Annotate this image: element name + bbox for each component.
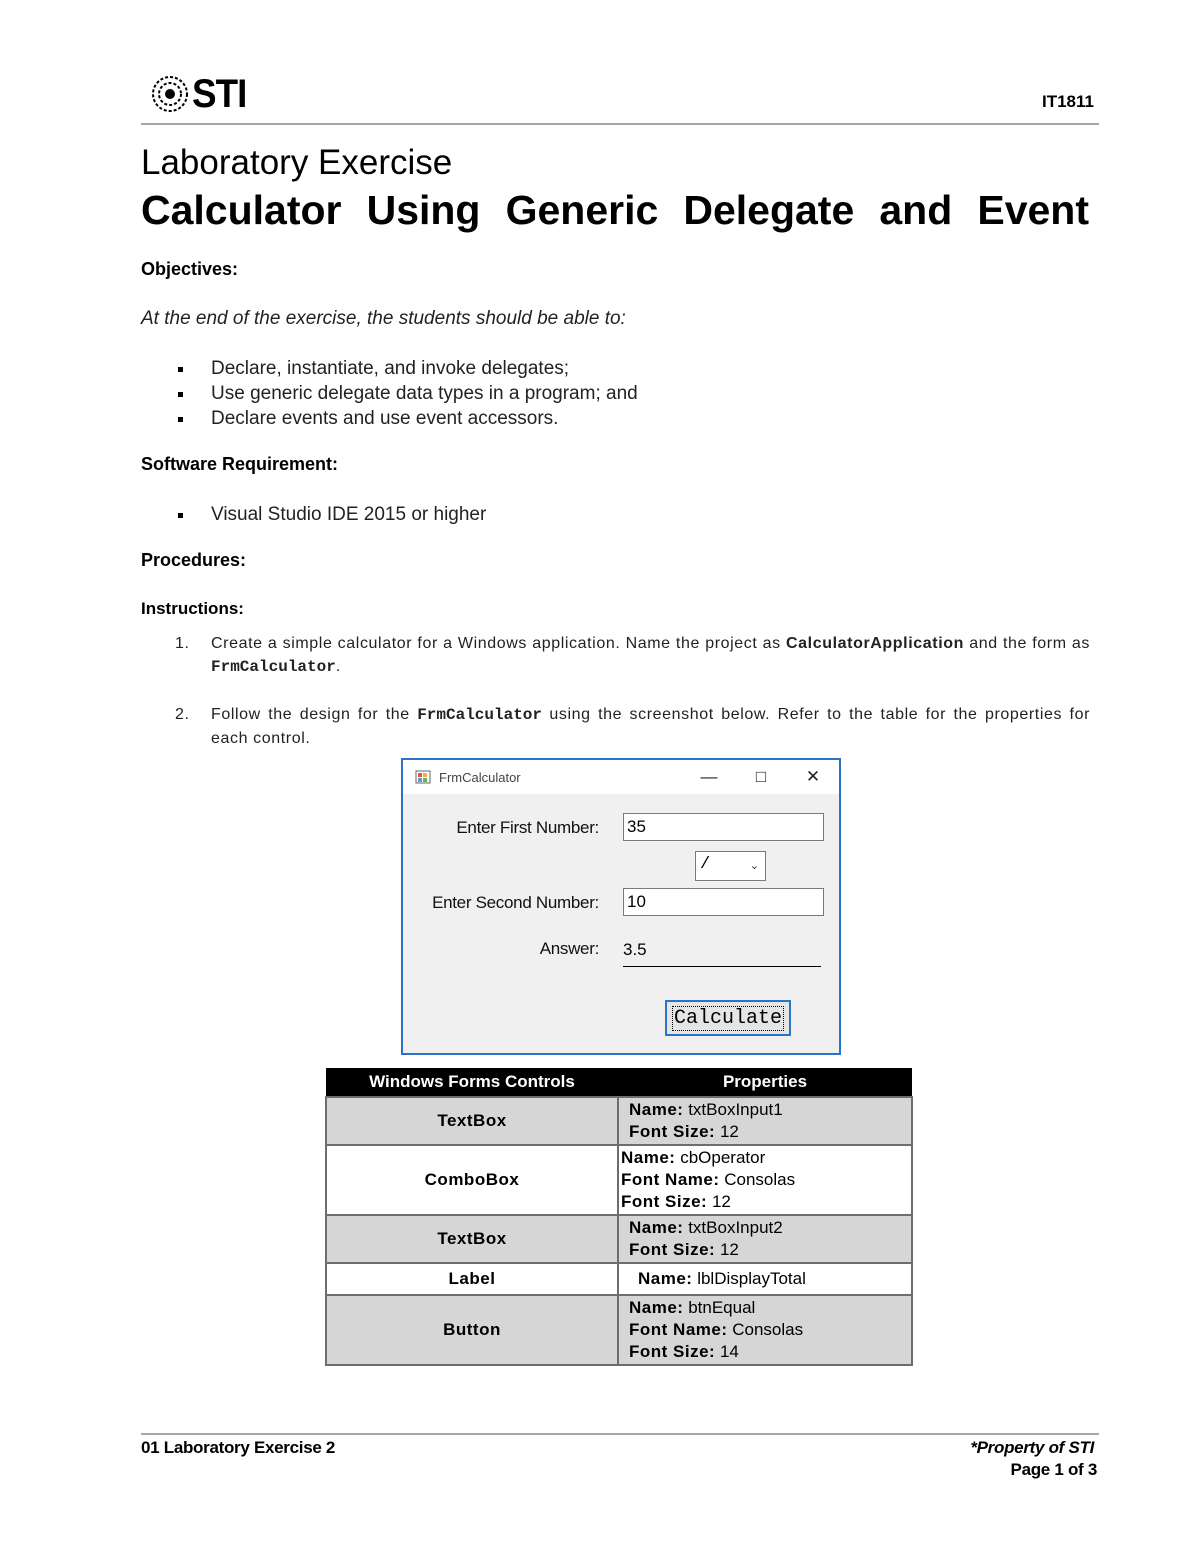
property-line <box>629 1341 901 1363</box>
objectives-heading: Objectives: <box>141 259 239 279</box>
property-value: 12 <box>711 1192 731 1211</box>
calculator-window <box>401 758 841 1055</box>
chevron-down-icon: ⌄ <box>749 859 759 872</box>
software-heading: Software Requirement: <box>141 454 339 474</box>
property-line <box>638 1268 901 1290</box>
form-icon <box>415 769 431 785</box>
list-item: Visual Studio IDE 2015 or higher <box>175 502 486 527</box>
second-number-label: Enter Second Number: <box>432 893 599 912</box>
footer-left: 01 Laboratory Exercise 2 <box>141 1438 336 1457</box>
second-number-input[interactable]: 10 <box>623 888 824 916</box>
objectives-list <box>175 356 638 431</box>
first-number-input[interactable]: 35 <box>623 813 824 841</box>
property-key: Font Name: <box>629 1320 728 1339</box>
step-text: . <box>335 658 341 675</box>
sti-logo <box>150 72 251 116</box>
property-line <box>629 1099 901 1121</box>
close-icon[interactable]: ✕ <box>805 767 821 786</box>
maximize-icon[interactable]: □ <box>755 767 767 786</box>
property-line <box>629 1217 901 1239</box>
property-value: 12 <box>719 1240 739 1259</box>
property-value: 12 <box>719 1122 739 1141</box>
answer-label: Answer: <box>539 939 599 958</box>
form-name: FrmCalculator <box>417 706 543 724</box>
logo-text: STI <box>192 71 247 116</box>
table-header: Windows Forms Controls <box>326 1068 618 1097</box>
table-header: Properties <box>618 1068 912 1097</box>
list-item: Declare events and use event accessors. <box>175 406 638 431</box>
page-number: Page 1 of 3 <box>1010 1460 1097 1479</box>
footer-property: *Property of STI <box>970 1438 1094 1457</box>
control-cell: ComboBox <box>326 1145 618 1215</box>
property-key: Font Name: <box>621 1170 720 1189</box>
property-key: Name: <box>629 1218 684 1237</box>
step-number: 1. <box>175 635 190 652</box>
software-list <box>175 502 486 527</box>
window-title: FrmCalculator <box>439 770 521 785</box>
control-cell: Label <box>326 1263 618 1295</box>
document-title: Calculator Using Generic Delegate and Event <box>141 187 1089 233</box>
step-text: and the form as <box>963 635 1090 652</box>
property-key: Name: <box>629 1298 684 1317</box>
operator-combobox[interactable] <box>695 851 766 881</box>
control-cell: Button <box>326 1295 618 1365</box>
globe-icon <box>150 74 190 114</box>
header-rule <box>141 123 1099 125</box>
table-row <box>326 1295 912 1365</box>
property-value: btnEqual <box>688 1298 756 1317</box>
footer-rule <box>141 1433 1099 1435</box>
table-row <box>326 1145 912 1215</box>
property-value: 14 <box>719 1342 739 1361</box>
property-value: cbOperator <box>680 1148 766 1167</box>
properties-cell <box>618 1263 912 1295</box>
window-body <box>403 794 839 1053</box>
property-key: Name: <box>638 1269 693 1288</box>
first-number-label: Enter First Number: <box>456 818 599 837</box>
instructions-heading: Instructions: <box>141 599 244 618</box>
table-row <box>326 1263 912 1295</box>
step-text: Create a simple calculator for a Windows application. Name the project as <box>211 635 787 652</box>
property-value: txtBoxInput2 <box>688 1218 783 1237</box>
instruction-steps <box>175 632 1090 750</box>
property-line <box>629 1319 901 1341</box>
control-cell: TextBox <box>326 1215 618 1263</box>
properties-cell <box>618 1295 912 1365</box>
form-name: FrmCalculator <box>211 658 336 676</box>
list-item: Use generic delegate data types in a program; and <box>175 381 638 406</box>
property-key: Font Size: <box>629 1342 716 1361</box>
document-kicker: Laboratory Exercise <box>141 143 453 182</box>
control-cell: TextBox <box>326 1097 618 1145</box>
step-text: using the screenshot below. Refer to the table for the properties for each control. <box>211 706 1090 747</box>
property-line <box>621 1147 901 1169</box>
property-line <box>629 1121 901 1143</box>
property-line <box>629 1297 901 1319</box>
property-line <box>621 1169 901 1191</box>
properties-cell <box>618 1145 912 1215</box>
answer-underline <box>623 966 821 967</box>
step-1 <box>175 632 1090 679</box>
answer-value: 3.5 <box>623 940 647 959</box>
project-name: CalculatorApplication <box>786 635 964 652</box>
step-text: Follow the design for the <box>211 706 418 723</box>
property-value: Consolas <box>724 1170 796 1189</box>
property-key: Font Size: <box>621 1192 708 1211</box>
property-value: txtBoxInput1 <box>688 1100 783 1119</box>
property-key: Name: <box>629 1100 684 1119</box>
table-row <box>326 1097 912 1145</box>
calculate-button-label: Calculate <box>673 1006 783 1030</box>
objectives-intro: At the end of the exercise, the students should be able to: <box>141 308 626 329</box>
property-key: Font Size: <box>629 1240 716 1259</box>
window-titlebar <box>403 760 839 794</box>
property-key: Name: <box>621 1148 676 1167</box>
course-code: IT1811 <box>1042 92 1094 111</box>
list-item: Declare, instantiate, and invoke delegates; <box>175 356 638 381</box>
minimize-icon[interactable]: — <box>700 767 718 786</box>
operator-value: / <box>700 855 711 874</box>
property-value: lblDisplayTotal <box>697 1269 806 1288</box>
step-2 <box>175 703 1090 750</box>
procedures-heading: Procedures: <box>141 550 247 570</box>
property-line <box>621 1191 901 1213</box>
controls-table <box>325 1068 913 1366</box>
properties-cell <box>618 1097 912 1145</box>
property-value: Consolas <box>732 1320 804 1339</box>
property-key: Font Size: <box>629 1122 716 1141</box>
table-row <box>326 1215 912 1263</box>
properties-cell <box>618 1215 912 1263</box>
property-line <box>629 1239 901 1261</box>
step-number: 2. <box>175 706 190 723</box>
calculate-button[interactable] <box>665 1000 791 1036</box>
